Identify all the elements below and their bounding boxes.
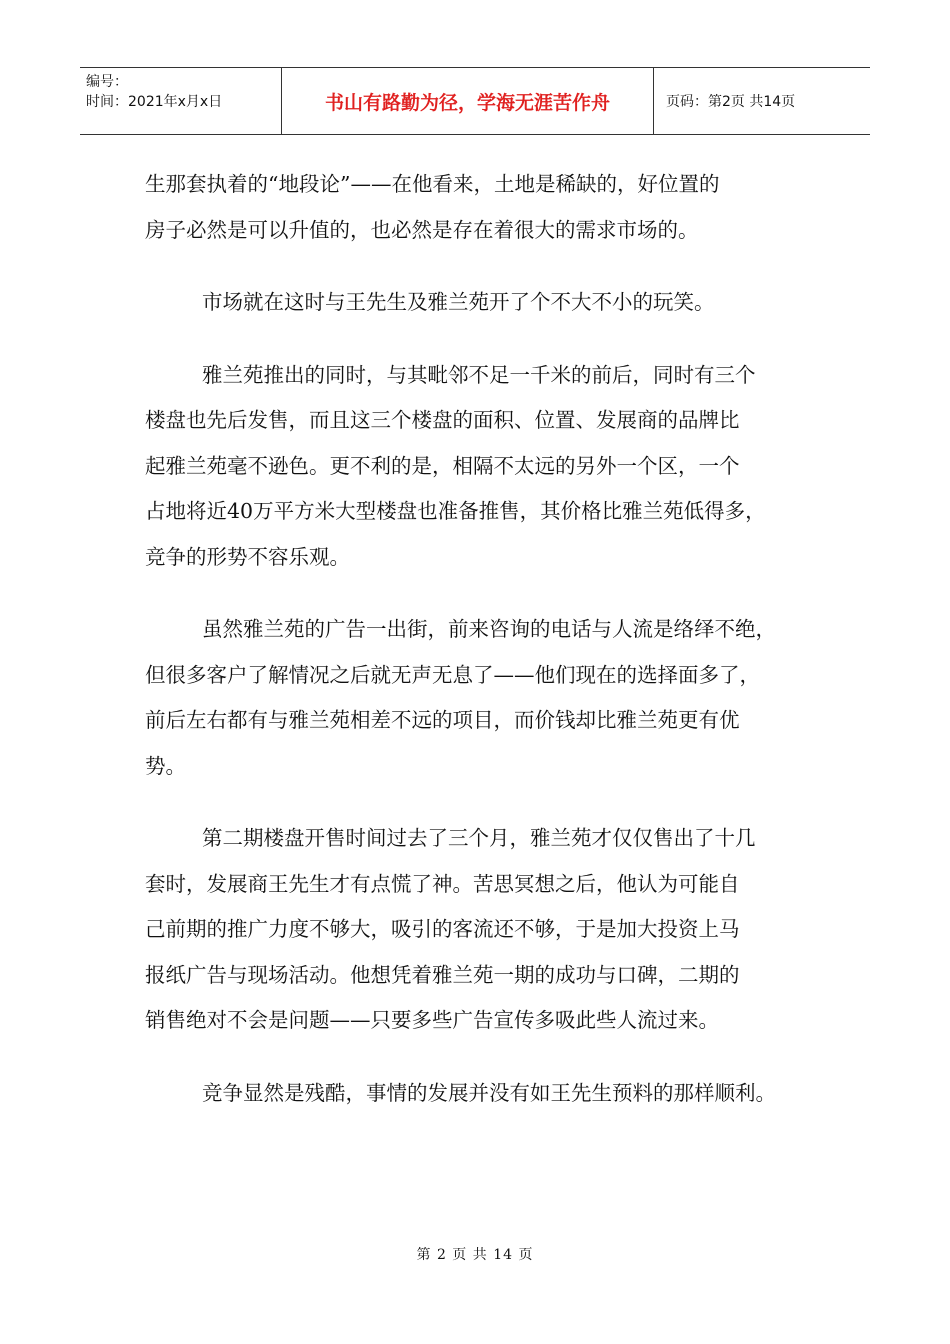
- header-motto-cell: [282, 68, 654, 134]
- text-line: 生那套执着的“地段论”——在他看来，土地是稀缺的，好位置的: [145, 172, 720, 196]
- text-line: 但很多客户了解情况之后就无声无息了——他们现在的选择面多了，: [145, 662, 760, 687]
- text-line: 市场就在这时与王先生及雅兰苑开了个不大不小的玩笑。: [202, 290, 715, 314]
- paragraph: [145, 353, 825, 581]
- paragraph: [145, 1071, 825, 1117]
- paragraph: [145, 162, 825, 253]
- motto-text: 书山有路勤为径，学海无涯苦作舟: [324, 91, 610, 114]
- text-line: 房子必然是可以升值的，也必然是存在着很大的需求市场的。: [145, 217, 699, 242]
- page-info-text: 页码：第2页 共14页: [666, 94, 796, 110]
- paragraph: [145, 280, 825, 326]
- text-line: 楼盘也先后发售，而且这三个楼盘的面积、位置、发展商的品牌比: [145, 408, 740, 432]
- text-line: 雅兰苑推出的同时，与其毗邻不足一千米的前后，同时有三个: [202, 362, 756, 387]
- text-line: 己前期的推广力度不够大，吸引的客流还不够，于是加大投资上马: [145, 917, 740, 941]
- text-line: 报纸广告与现场活动。他想凭着雅兰苑一期的成功与口碑，二期的: [145, 962, 740, 987]
- text-line: 销售绝对不会是问题——只要多些广告宣传多吸此些人流过来。: [145, 1008, 719, 1032]
- text-line: 竞争的形势不容乐观。: [145, 544, 350, 569]
- document-body: [145, 162, 825, 1116]
- text-line: 占地将近40万平方米大型楼盘也准备推售，其价格比雅兰苑低得多，: [145, 499, 766, 523]
- text-line: 起雅兰苑毫不逊色。更不利的是，相隔不太远的另外一个区，一个: [145, 453, 740, 478]
- text-line: 前后左右都有与雅兰苑相差不远的项目，而价钱却比雅兰苑更有优: [145, 708, 740, 732]
- paragraph: [145, 816, 825, 1044]
- header-page-cell: [654, 68, 870, 134]
- header-table: [80, 67, 870, 135]
- text-line: 势。: [145, 753, 186, 778]
- text-line: 第二期楼盘开售时间过去了三个月，雅兰苑才仅仅售出了十几: [202, 826, 756, 850]
- paragraph: [145, 607, 825, 789]
- text-line: 套时，发展商王先生才有点慌了神。苦思冥想之后，他认为可能自: [145, 871, 740, 896]
- page-footer: 第 2 页 共 14 页: [416, 1247, 534, 1263]
- text-line: 虽然雅兰苑的广告一出街，前来咨询的电话与人流是络绎不绝，: [202, 617, 776, 641]
- date-text: 时间：2021年x月x日: [86, 94, 223, 110]
- serial-label: 编号：: [86, 74, 128, 90]
- text-line: 竞争显然是残酷，事情的发展并没有如王先生预料的那样顺利。: [202, 1080, 776, 1105]
- header-meta-cell: [80, 68, 282, 134]
